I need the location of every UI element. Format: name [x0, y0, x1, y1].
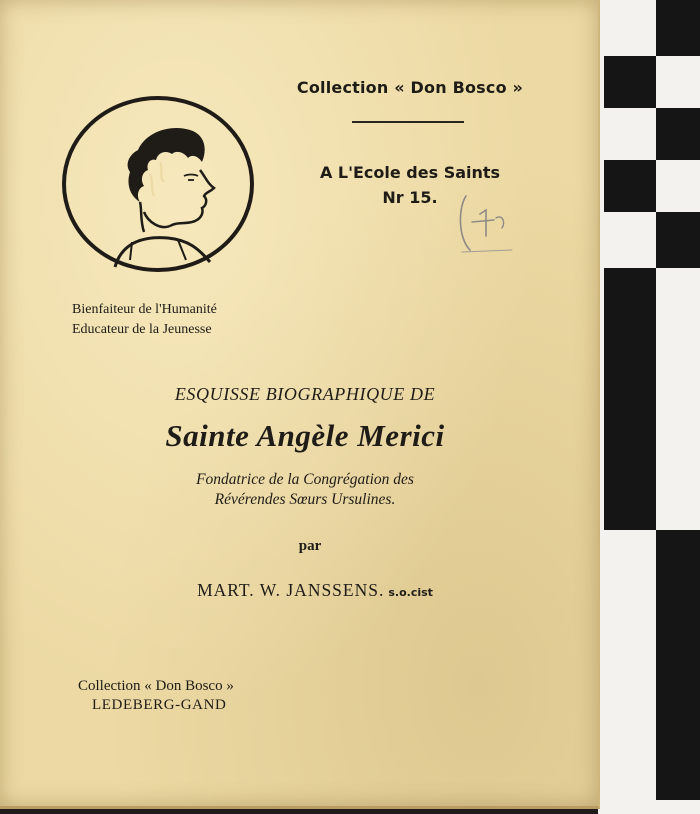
- emblem-caption-line2: Educateur de la Jeunesse: [72, 322, 212, 337]
- book-title: Sainte Angèle Merici: [165, 418, 445, 453]
- author-line: [160, 580, 470, 601]
- subtitle-line1: Fondatrice de la Congrégation des: [196, 471, 414, 488]
- subtitle-line2: Révérendes Sœurs Ursulines.: [214, 491, 396, 508]
- publisher-line1: Collection « Don Bosco »: [78, 678, 234, 694]
- scale-block: [604, 56, 656, 108]
- publisher-line2: LEDEBERG-GAND: [92, 697, 227, 713]
- divider-rule: [352, 121, 464, 123]
- scale-block: [604, 268, 656, 530]
- scale-block: [656, 212, 700, 268]
- author-suffix: s.o.cist: [388, 586, 433, 599]
- emblem-caption-line1: Bienfaiteur de l'Humanité: [72, 302, 217, 317]
- by-label: par: [298, 538, 322, 554]
- series-number: Nr 15.: [382, 188, 438, 207]
- scale-block: [656, 0, 700, 56]
- scale-block: [656, 108, 700, 160]
- pencil-mark-icon: [452, 188, 522, 258]
- color-scale-strip: [598, 0, 700, 814]
- scale-block: [604, 160, 656, 212]
- series-title: Collection « Don Bosco »: [296, 78, 524, 97]
- scale-block: [656, 530, 700, 800]
- portrait-medallion-icon: [60, 92, 260, 277]
- series-subtitle: A L'Ecole des Saints: [319, 163, 501, 182]
- author-name: MART. W. JANSSENS.: [197, 580, 385, 600]
- biography-eyebrow: ESQUISSE BIOGRAPHIQUE DE: [174, 384, 436, 404]
